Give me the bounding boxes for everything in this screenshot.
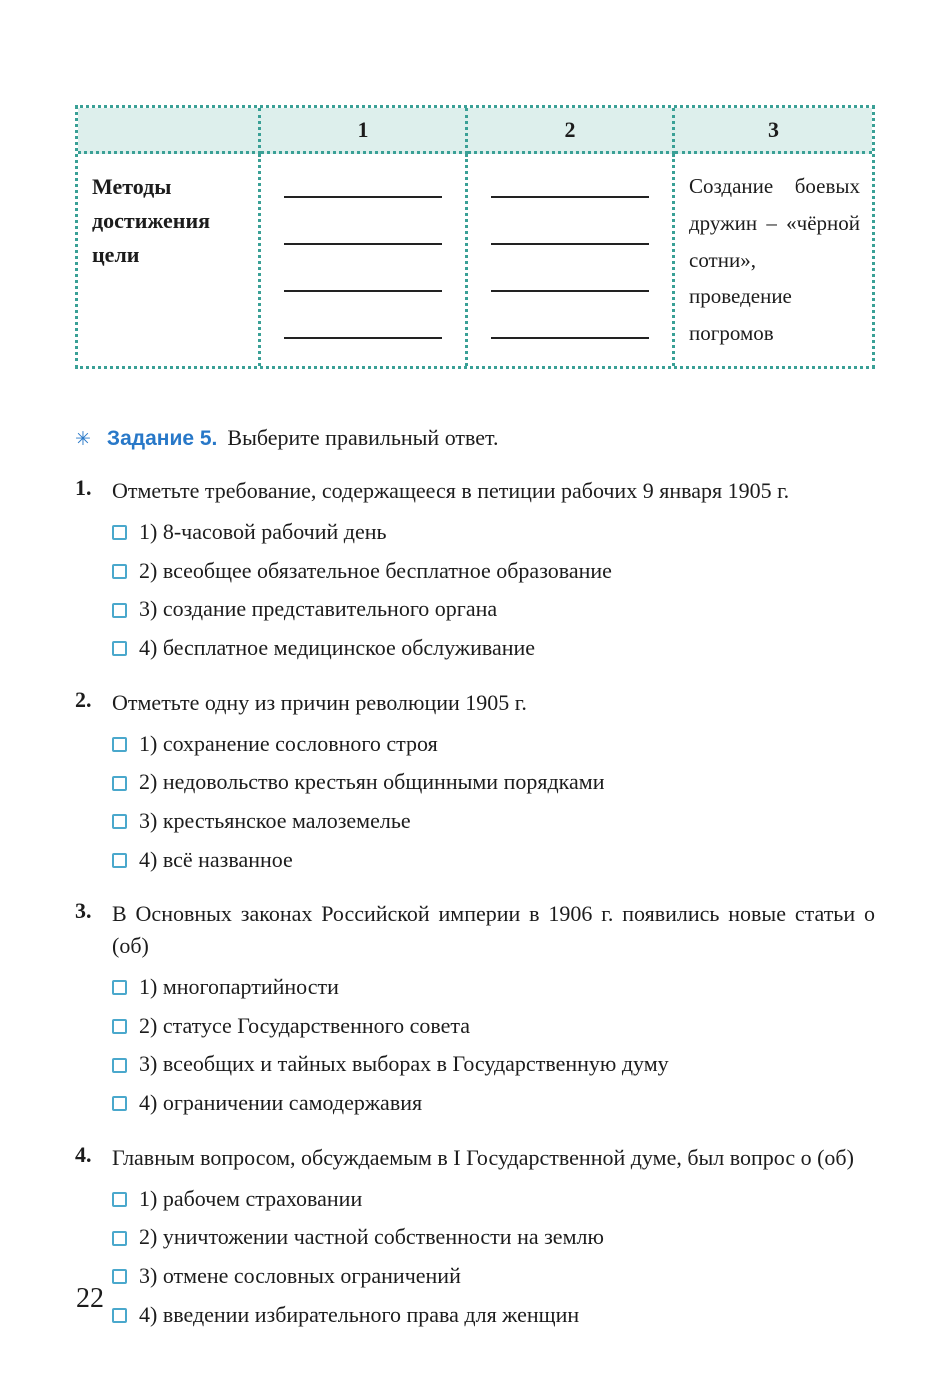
question-text: Отметьте требование, содержащееся в петиции рабочих 9 января 1905 г. xyxy=(112,478,790,503)
option-row xyxy=(112,1222,875,1252)
table-answer-cell-2 xyxy=(468,154,675,366)
option-label: 2) всеобщее обязательное бесплатное образование xyxy=(139,557,612,583)
option-label: 1) 8-часовой рабочий день xyxy=(139,518,387,544)
option-label: 1) сохранение сословного строя xyxy=(139,730,438,756)
write-line[interactable] xyxy=(491,196,649,198)
option-checkbox[interactable] xyxy=(112,980,127,995)
task-heading xyxy=(75,425,875,451)
option-label: 1) многопартийности xyxy=(139,974,339,1000)
write-line[interactable] xyxy=(284,337,442,339)
option-label: 2) уничтожении частной собственности на землю xyxy=(139,1224,604,1250)
table-row-label: Методы достижения цели xyxy=(92,174,211,268)
table-row-label-cell xyxy=(78,154,261,366)
option-checkbox[interactable] xyxy=(112,1269,127,1284)
option-row xyxy=(112,729,875,759)
question-head xyxy=(75,475,875,507)
option-checkbox[interactable] xyxy=(112,1058,127,1073)
option-row xyxy=(112,517,875,547)
question-text: Отметьте одну из причин революции 1905 г. xyxy=(112,689,527,715)
task-instruction: Выберите правильный ответ. xyxy=(227,425,499,450)
option-checkbox[interactable] xyxy=(112,853,127,868)
question-head xyxy=(75,898,875,962)
option-checkbox[interactable] xyxy=(112,1019,127,1034)
option-row xyxy=(112,1261,875,1291)
methods-table xyxy=(75,105,875,369)
option-row xyxy=(112,1011,875,1041)
option-label: 3) всеобщих и тайных выборах в Государственную думу xyxy=(139,1051,669,1077)
table-header-cell-empty xyxy=(78,108,261,154)
write-line[interactable] xyxy=(491,290,649,292)
write-line[interactable] xyxy=(284,196,442,198)
option-checkbox[interactable] xyxy=(112,1096,127,1111)
options-list xyxy=(75,729,875,875)
option-row xyxy=(112,1049,875,1079)
options-list xyxy=(75,517,875,663)
question-number: 1. xyxy=(75,475,92,500)
question-head xyxy=(75,687,875,719)
table-header-cell-2: 2 xyxy=(468,108,675,154)
option-label: 2) статусе Государственного совета xyxy=(139,1012,471,1038)
asterisk-icon: ✳ xyxy=(75,428,91,450)
option-label: 2) недовольство крестьян общинными порядками xyxy=(139,769,605,795)
option-checkbox[interactable] xyxy=(112,814,127,829)
option-row xyxy=(112,1088,875,1118)
option-label: 4) введении избирательного права для женщин xyxy=(139,1301,580,1327)
question-number: 2. xyxy=(75,686,92,712)
question-head xyxy=(75,1142,875,1174)
option-row xyxy=(112,633,875,663)
option-label: 1) рабочем страховании xyxy=(139,1185,363,1211)
table-body-row xyxy=(78,154,872,366)
option-checkbox[interactable] xyxy=(112,737,127,752)
option-checkbox[interactable] xyxy=(112,525,127,540)
table-cell-text: Создание боевых дружин – «чёрной сотни», проведение погромов xyxy=(689,174,860,345)
question-3 xyxy=(75,898,875,1118)
write-line[interactable] xyxy=(491,243,649,245)
option-checkbox[interactable] xyxy=(112,776,127,791)
question-1 xyxy=(75,475,875,663)
option-row xyxy=(112,556,875,586)
table-header-cell-3: 3 xyxy=(675,108,872,154)
option-row xyxy=(112,767,875,797)
option-checkbox[interactable] xyxy=(112,641,127,656)
question-2 xyxy=(75,687,875,875)
table-answer-cell-1 xyxy=(261,154,468,366)
option-label: 3) создание представительного органа xyxy=(139,596,498,622)
option-label: 4) всё названное xyxy=(139,846,293,872)
table-header-cell-1: 1 xyxy=(261,108,468,154)
option-row xyxy=(112,806,875,836)
option-checkbox[interactable] xyxy=(112,603,127,618)
option-row xyxy=(112,1184,875,1214)
table-text-cell-3 xyxy=(675,154,872,366)
question-text: Главным вопросом, обсуждаемым в I Государственной думе, был вопрос о (об) xyxy=(112,1144,854,1170)
option-label: 3) отмене сословных ограничений xyxy=(139,1263,461,1289)
page-number: 22 xyxy=(76,1283,104,1314)
option-row xyxy=(112,1300,875,1330)
write-line[interactable] xyxy=(491,337,649,339)
option-row xyxy=(112,845,875,875)
write-line[interactable] xyxy=(284,290,442,292)
option-label: 3) крестьянское малоземелье xyxy=(139,807,411,833)
option-checkbox[interactable] xyxy=(112,1192,127,1207)
question-4 xyxy=(75,1142,875,1330)
question-text: В Основных законах Российской империи в 1906 г. появились новые статьи о (об) xyxy=(112,901,875,959)
option-checkbox[interactable] xyxy=(112,1231,127,1246)
question-number: 3. xyxy=(75,898,92,924)
options-list xyxy=(75,972,875,1118)
write-line[interactable] xyxy=(284,243,442,245)
option-row xyxy=(112,972,875,1002)
task-title: Задание 5. xyxy=(106,427,218,450)
option-label: 4) бесплатное медицинское обслуживание xyxy=(139,634,536,660)
options-list xyxy=(75,1184,875,1330)
question-number: 4. xyxy=(75,1141,92,1167)
table-header-row xyxy=(78,108,872,154)
option-label: 4) ограничении самодержавия xyxy=(139,1090,423,1116)
option-checkbox[interactable] xyxy=(112,564,127,579)
option-checkbox[interactable] xyxy=(112,1308,127,1323)
option-row xyxy=(112,594,875,624)
